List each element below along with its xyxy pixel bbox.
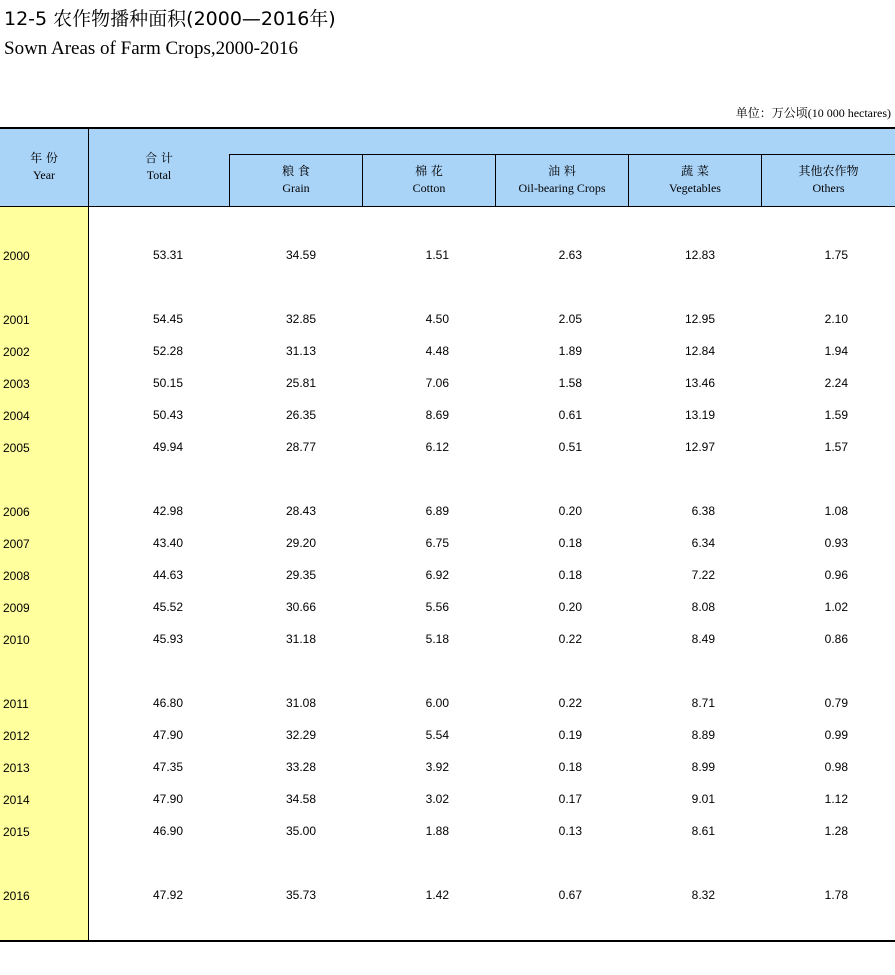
cotton-cell: 4.50: [425, 312, 449, 326]
grain-cell: 32.29: [285, 728, 316, 742]
veg-cell: 13.19: [684, 408, 715, 422]
year-cell: 2000: [3, 249, 30, 263]
table-top-rule: [0, 127, 895, 129]
unit-cn: 单位：万公顷: [735, 106, 808, 120]
others-cell: 0.79: [824, 696, 848, 710]
others-cell: 1.59: [824, 408, 848, 422]
header-vegetables-en: Vegetables: [669, 181, 721, 195]
header-oil: [496, 163, 628, 197]
table-title-en: Sown Areas of Farm Crops,2000-2016: [4, 38, 298, 59]
subheader-rule: [229, 154, 895, 155]
header-grain-cn: 粮 食: [282, 164, 310, 178]
cotton-cell: 6.89: [425, 504, 449, 518]
cotton-cell: 7.06: [425, 376, 449, 390]
cotton-cell: 4.48: [425, 344, 449, 358]
veg-cell: 12.84: [684, 344, 715, 358]
veg-cell: 8.89: [691, 728, 715, 742]
veg-cell: 12.95: [684, 312, 715, 326]
cotton-cell: 5.54: [425, 728, 449, 742]
others-cell: 0.98: [824, 760, 848, 774]
oil-cell: 0.67: [558, 888, 582, 902]
header-others-en: Others: [812, 181, 845, 195]
veg-cell: 8.08: [691, 600, 715, 614]
year-cell: 2016: [3, 889, 30, 903]
veg-cell: 6.34: [691, 536, 715, 550]
total-cell: 42.98: [152, 504, 183, 518]
cotton-cell: 8.69: [425, 408, 449, 422]
veg-cell: 8.49: [691, 632, 715, 646]
veg-cell: 12.83: [684, 248, 715, 262]
oil-cell: 0.61: [558, 408, 582, 422]
total-cell: 50.43: [152, 408, 183, 422]
header-year: [0, 150, 88, 184]
header-year-cn: 年 份: [30, 151, 58, 165]
unit-en: (10 000 hectares): [807, 106, 891, 120]
total-cell: 43.40: [152, 536, 183, 550]
cotton-cell: 6.75: [425, 536, 449, 550]
veg-cell: 6.38: [691, 504, 715, 518]
header-vegetables: [629, 163, 761, 197]
table-bottom-rule: [0, 940, 895, 942]
total-cell: 46.80: [152, 696, 183, 710]
cotton-cell: 3.92: [425, 760, 449, 774]
grain-cell: 29.35: [285, 568, 316, 582]
grain-cell: 28.43: [285, 504, 316, 518]
year-cell: 2008: [3, 569, 30, 583]
header-total: [89, 150, 229, 184]
grain-cell: 31.08: [285, 696, 316, 710]
header-cotton-cn: 棉 花: [415, 164, 443, 178]
grain-cell: 25.81: [285, 376, 316, 390]
others-cell: 2.24: [824, 376, 848, 390]
year-cell: 2014: [3, 793, 30, 807]
grain-cell: 26.35: [285, 408, 316, 422]
header-grain-en: Grain: [282, 181, 310, 195]
veg-cell: 12.97: [684, 440, 715, 454]
cotton-cell: 1.88: [425, 824, 449, 838]
oil-cell: 1.89: [558, 344, 582, 358]
oil-cell: 0.13: [558, 824, 582, 838]
others-cell: 1.57: [824, 440, 848, 454]
oil-cell: 0.22: [558, 632, 582, 646]
grain-cell: 34.58: [285, 792, 316, 806]
veg-cell: 9.01: [691, 792, 715, 806]
veg-cell: 8.32: [691, 888, 715, 902]
year-cell: 2011: [3, 697, 29, 711]
header-others-cn: 其他农作物: [798, 164, 859, 178]
total-cell: 47.90: [152, 792, 183, 806]
cotton-cell: 1.51: [425, 248, 449, 262]
cotton-cell: 3.02: [425, 792, 449, 806]
total-cell: 53.31: [152, 248, 183, 262]
others-cell: 1.94: [824, 344, 848, 358]
others-cell: 1.12: [824, 792, 848, 806]
total-cell: 46.90: [152, 824, 183, 838]
total-cell: 47.92: [152, 888, 183, 902]
header-bottom-rule: [0, 206, 895, 207]
header-total-en: Total: [146, 168, 172, 182]
others-cell: 1.02: [824, 600, 848, 614]
grain-cell: 28.77: [285, 440, 316, 454]
grain-cell: 30.66: [285, 600, 316, 614]
oil-cell: 2.05: [558, 312, 582, 326]
others-cell: 1.28: [824, 824, 848, 838]
veg-cell: 8.99: [691, 760, 715, 774]
oil-cell: 1.58: [558, 376, 582, 390]
year-cell: 2003: [3, 377, 30, 391]
others-cell: 2.10: [824, 312, 848, 326]
others-cell: 1.75: [824, 248, 848, 262]
grain-cell: 33.28: [285, 760, 316, 774]
header-cotton-en: Cotton: [412, 181, 446, 195]
grain-cell: 29.20: [285, 536, 316, 550]
header-cotton: [363, 163, 495, 197]
grain-cell: 32.85: [285, 312, 316, 326]
year-cell: 2009: [3, 601, 30, 615]
year-cell: 2012: [3, 729, 30, 743]
header-grain: [230, 163, 362, 197]
unit-note: [736, 104, 891, 121]
year-cell: 2004: [3, 409, 30, 423]
total-cell: 45.52: [152, 600, 183, 614]
grain-cell: 31.13: [285, 344, 316, 358]
header-others: [762, 163, 895, 197]
oil-cell: 0.19: [558, 728, 582, 742]
others-cell: 0.99: [824, 728, 848, 742]
cotton-cell: 5.18: [425, 632, 449, 646]
total-cell: 47.90: [152, 728, 183, 742]
oil-cell: 0.20: [558, 504, 582, 518]
cotton-cell: 5.56: [425, 600, 449, 614]
grain-cell: 35.00: [285, 824, 316, 838]
cotton-cell: 1.42: [425, 888, 449, 902]
header-vegetables-cn: 蔬 菜: [681, 164, 709, 178]
total-cell: 45.93: [152, 632, 183, 646]
year-cell: 2015: [3, 825, 30, 839]
cotton-cell: 6.12: [425, 440, 449, 454]
others-cell: 1.08: [824, 504, 848, 518]
oil-cell: 0.20: [558, 600, 582, 614]
year-cell: 2010: [3, 633, 30, 647]
total-cell: 54.45: [152, 312, 183, 326]
veg-cell: 13.46: [684, 376, 715, 390]
grain-cell: 34.59: [285, 248, 316, 262]
veg-cell: 8.71: [691, 696, 715, 710]
oil-cell: 0.18: [558, 536, 582, 550]
oil-cell: 0.17: [558, 792, 582, 806]
veg-cell: 8.61: [691, 824, 715, 838]
oil-cell: 0.18: [558, 760, 582, 774]
year-column-divider: [88, 129, 89, 940]
oil-cell: 0.18: [558, 568, 582, 582]
others-cell: 0.96: [824, 568, 848, 582]
header-total-cn: 合 计: [145, 151, 173, 165]
cotton-cell: 6.92: [425, 568, 449, 582]
others-cell: 0.93: [824, 536, 848, 550]
total-cell: 52.28: [152, 344, 183, 358]
veg-cell: 7.22: [691, 568, 715, 582]
header-year-en: Year: [32, 168, 56, 182]
year-cell: 2005: [3, 441, 30, 455]
others-cell: 0.86: [824, 632, 848, 646]
oil-cell: 0.22: [558, 696, 582, 710]
total-cell: 44.63: [152, 568, 183, 582]
year-cell: 2013: [3, 761, 30, 775]
total-cell: 49.94: [152, 440, 183, 454]
year-cell: 2001: [3, 313, 30, 327]
others-cell: 1.78: [824, 888, 848, 902]
total-cell: 50.15: [152, 376, 183, 390]
year-cell: 2002: [3, 345, 30, 359]
grain-cell: 31.18: [285, 632, 316, 646]
grain-cell: 35.73: [285, 888, 316, 902]
year-cell: 2006: [3, 505, 30, 519]
year-cell: 2007: [3, 537, 30, 551]
total-cell: 47.35: [152, 760, 183, 774]
oil-cell: 2.63: [558, 248, 582, 262]
header-oil-en: Oil-bearing Crops: [518, 181, 606, 195]
oil-cell: 0.51: [558, 440, 582, 454]
table-title-cn: 12-5 农作物播种面积(2000—2016年): [4, 8, 336, 30]
header-oil-cn: 油 料: [548, 164, 576, 178]
cotton-cell: 6.00: [425, 696, 449, 710]
